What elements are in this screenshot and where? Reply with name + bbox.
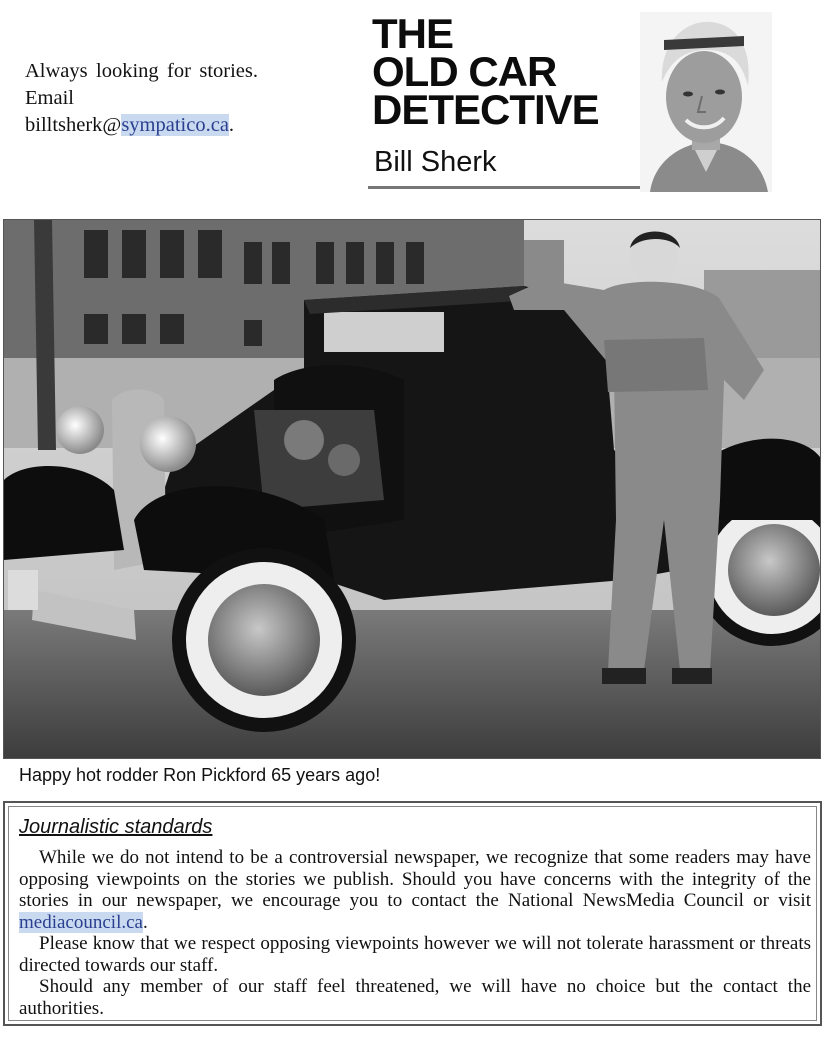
header-divider [368,186,650,189]
author-byline: Bill Sherk [374,146,497,178]
hot-rod-photo [3,219,821,759]
photo-caption: Happy hot rodder Ron Pickford 65 years ago! [19,765,381,785]
standards-paragraph-2: Please know that we respect opposing viewpoints however we will not tolerate harassment or threats directed towards our staff. [19,933,811,976]
intro-period: . [228,114,235,136]
standards-body [19,847,811,1019]
standards-p1-text: While we do not intend to be a controversial newspaper, we recognize that some readers may have opposing viewpoints on the stories we publish. Should you have concerns with the integrity of the stories in our newspaper, we encourage you to contact the National NewsMedia Council or visit [19,847,811,911]
standards-p1-period: . [142,911,148,933]
intro-sentence: Always looking for stories. Email billtsherk@ [25,60,258,136]
journalistic-standards-box [3,801,822,1026]
mediacouncil-link[interactable]: mediacouncil.ca [19,911,143,933]
email-link[interactable]: sympatico.ca [121,114,229,136]
title-line-2: OLD CAR [372,48,557,95]
author-portrait [640,12,772,192]
standards-heading: Journalistic standards [19,816,213,838]
standards-paragraph-1 [19,847,811,933]
title-line-3: DETECTIVE [372,86,599,133]
intro-text [5,58,258,139]
standards-paragraph-3: Should any member of our staff feel threatened, we will have no choice but the contact the authorities. [19,976,811,1019]
title-line-1: THE [372,10,453,57]
column-title [372,10,599,133]
